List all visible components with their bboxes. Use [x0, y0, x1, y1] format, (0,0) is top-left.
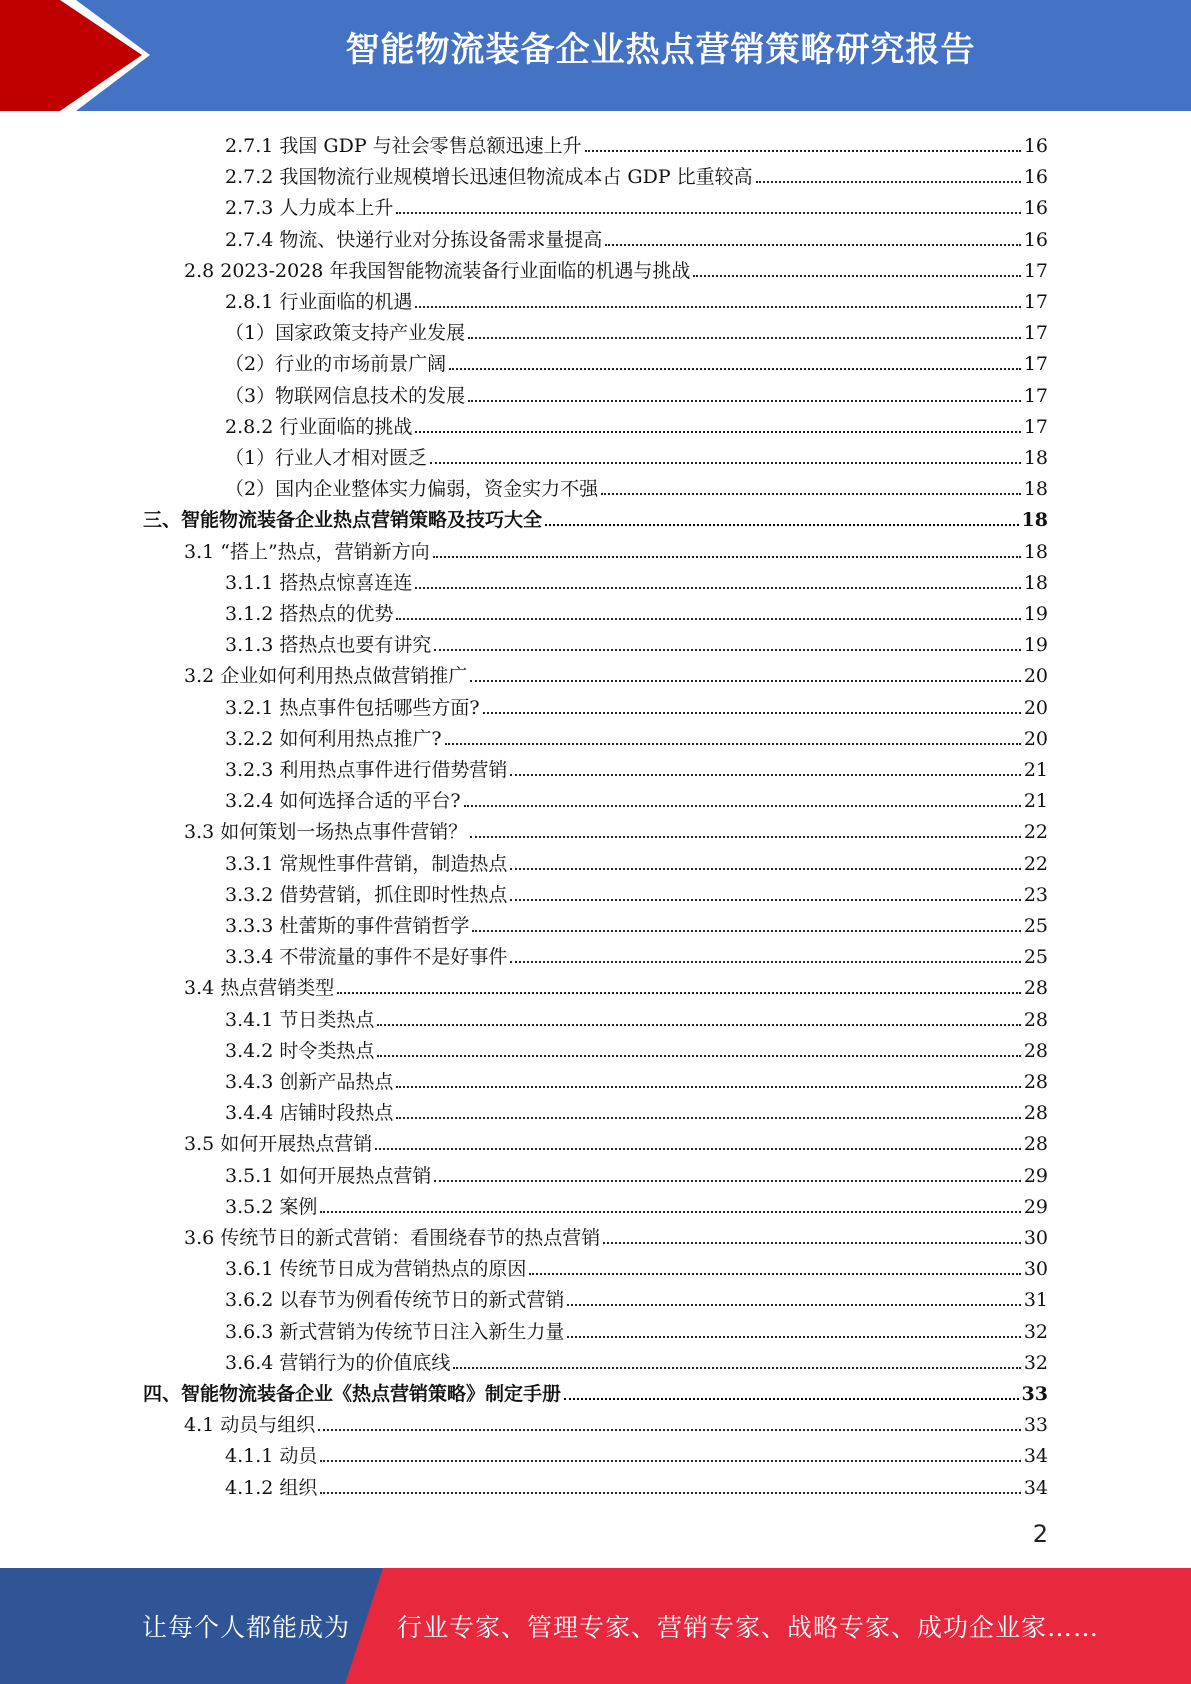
- toc-entry-page: 34: [1023, 1445, 1048, 1468]
- toc-entry-page: 22: [1023, 821, 1048, 844]
- toc-entry-label: 3.6.3 新式营销为传统节日注入新生力量: [225, 1320, 565, 1343]
- toc-dot-leader: [415, 306, 1020, 308]
- toc-entry-label: 3.3.4 不带流量的事件不是好事件: [225, 946, 508, 969]
- toc-entry[interactable]: [184, 968, 1048, 999]
- toc-entry[interactable]: [184, 656, 1048, 687]
- toc-entry[interactable]: [225, 344, 1048, 375]
- toc-entry[interactable]: [225, 625, 1048, 656]
- toc-dot-leader: [585, 150, 1021, 152]
- toc-entry-page: 17: [1023, 322, 1048, 345]
- toc-entry-label: 3.4.2 时令类热点: [225, 1039, 375, 1062]
- toc-entry[interactable]: [184, 1124, 1048, 1155]
- toc-dot-leader: [756, 181, 1021, 183]
- toc-dot-leader: [375, 1148, 1021, 1150]
- toc-entry[interactable]: [225, 844, 1048, 875]
- toc-entry-page: 31: [1023, 1289, 1048, 1312]
- toc-entry-label: 3.2 企业如何利用热点做营销推广: [184, 665, 468, 688]
- toc-dot-leader: [567, 1336, 1020, 1338]
- toc-dot-leader: [320, 1211, 1020, 1213]
- toc-entry-page: 19: [1023, 603, 1048, 625]
- toc-entry[interactable]: [225, 750, 1048, 781]
- toc-dot-leader: [510, 868, 1020, 870]
- toc-entry-page: 17: [1023, 415, 1048, 438]
- footer-roles: 行业专家、管理专家、营销专家、战略专家、成功企业家……: [397, 1613, 1100, 1642]
- toc-dot-leader: [601, 493, 1021, 495]
- toc-dot-leader: [483, 712, 1021, 714]
- toc-entry-page: 32: [1023, 1351, 1048, 1374]
- toc-dot-leader: [415, 587, 1020, 589]
- toc-dot-leader: [396, 212, 1020, 214]
- toc-entry-label: 3.4.1 节日类热点: [225, 1008, 375, 1031]
- toc-entry[interactable]: [225, 1436, 1048, 1467]
- toc-entry[interactable]: [225, 126, 1048, 157]
- toc-entry[interactable]: [184, 532, 1048, 563]
- toc-entry-label: 3.4.3 创新产品热点: [225, 1071, 394, 1093]
- toc-entry-label: 三、智能物流装备企业热点营销策略及技巧大全: [143, 509, 543, 532]
- toc-entry-label: 3.5.2 案例: [225, 1195, 318, 1218]
- header-arrow-decoration: [0, 0, 160, 111]
- footer-slogan: 让每个人都能成为: [142, 1613, 351, 1642]
- toc-entry-label: 3.1.3 搭热点也要有讲究: [225, 634, 432, 657]
- toc-entry-label: 3.2.2 如何利用热点推广?: [225, 727, 442, 750]
- toc-entry-page: 18: [1023, 540, 1048, 563]
- toc-entry[interactable]: [225, 906, 1048, 937]
- toc-entry[interactable]: [225, 1093, 1048, 1124]
- toc-entry-page: 20: [1023, 665, 1048, 688]
- toc-entry[interactable]: [225, 157, 1048, 188]
- toc-entry-page: 32: [1023, 1320, 1048, 1343]
- toc-dot-leader: [433, 556, 1021, 558]
- toc-dot-leader: [693, 275, 1020, 277]
- toc-entry-page: 29: [1023, 1195, 1048, 1218]
- toc-dot-leader: [510, 774, 1020, 776]
- toc-entry[interactable]: [225, 438, 1048, 469]
- toc-entry[interactable]: [225, 1343, 1048, 1374]
- toc-entry-page: 25: [1023, 915, 1048, 937]
- toc-entry-label: 3.3.3 杜蕾斯的事件营销哲学: [225, 915, 470, 937]
- toc-entry-page: 28: [1023, 1133, 1048, 1156]
- toc-entry-page: 28: [1023, 1008, 1048, 1031]
- toc-dot-leader: [453, 1367, 1020, 1369]
- toc-dot-leader: [445, 743, 1021, 745]
- toc-dot-leader: [468, 400, 1021, 402]
- toc-entry-label: （3）物联网信息技术的发展: [225, 384, 466, 407]
- toc-dot-leader: [470, 836, 1021, 838]
- toc-entry-label: 3.1 “搭上”热点，营销新方向: [184, 540, 430, 563]
- toc-entry-page: 19: [1023, 634, 1048, 657]
- toc-entry-page: 34: [1023, 1476, 1048, 1499]
- toc-dot-leader: [510, 899, 1020, 901]
- toc-entry[interactable]: [184, 251, 1048, 282]
- toc-entry-label: 2.8.1 行业面临的机遇: [225, 291, 413, 313]
- toc-entry-label: （2）行业的市场前景广阔: [225, 353, 447, 376]
- toc-entry-label: 3.6.1 传统节日成为营销热点的原因: [225, 1258, 527, 1281]
- toc-dot-leader: [564, 1398, 1019, 1400]
- toc-entry-page: 29: [1023, 1164, 1048, 1187]
- toc-dot-leader: [468, 337, 1021, 339]
- toc-entry[interactable]: [225, 188, 1048, 219]
- toc-dot-leader: [464, 805, 1021, 807]
- toc-dot-leader: [318, 1429, 1021, 1431]
- toc-entry-label: 3.4.4 店铺时段热点: [225, 1102, 394, 1125]
- toc-dot-leader: [377, 1055, 1020, 1057]
- toc-entry-label: 2.7.3 人力成本上升: [225, 197, 394, 220]
- toc-entry-label: （1）行业人才相对匮乏: [225, 447, 428, 469]
- toc-entry-page: 28: [1023, 977, 1048, 1000]
- toc-entry-page: 30: [1023, 1258, 1048, 1281]
- toc-entry-label: 3.6.2 以春节为例看传统节日的新式营销: [225, 1289, 565, 1312]
- toc-dot-leader: [470, 680, 1021, 682]
- toc-entry-label: 3.2.3 利用热点事件进行借势营销: [225, 759, 508, 781]
- toc-dot-leader: [396, 1086, 1020, 1088]
- report-title: 智能物流装备企业热点营销策略研究报告: [345, 30, 976, 70]
- toc-entry-label: 2.7.1 我国 GDP 与社会零售总额迅速上升: [225, 135, 582, 157]
- toc-entry-page: 21: [1023, 790, 1048, 813]
- toc-dot-leader: [377, 1024, 1020, 1026]
- toc-entry[interactable]: [225, 1031, 1048, 1062]
- toc-dot-leader: [396, 1117, 1020, 1119]
- page-number: 2: [1032, 1520, 1048, 1548]
- toc-entry-page: 25: [1023, 946, 1048, 969]
- toc-entry[interactable]: [225, 719, 1048, 750]
- toc-entry-page: 16: [1023, 197, 1048, 220]
- toc-entry-page: 16: [1023, 166, 1048, 189]
- toc-dot-leader: [510, 961, 1020, 963]
- toc-entry-page: 18: [1021, 509, 1048, 532]
- toc-dot-leader: [529, 1273, 1020, 1275]
- toc-dot-leader: [603, 1242, 1021, 1244]
- toc-entry-page: 16: [1023, 228, 1048, 251]
- toc-entry[interactable]: [225, 1468, 1048, 1499]
- toc-entry-page: 33: [1021, 1383, 1048, 1405]
- toc-entry-label: 3.2.1 热点事件包括哪些方面?: [225, 696, 480, 719]
- page-header: [0, 0, 1191, 111]
- toc-entry-label: （2）国内企业整体实力偏弱，资金实力不强: [225, 478, 599, 501]
- toc-entry-label: 4.1 动员与组织: [184, 1414, 316, 1437]
- toc-entry[interactable]: [184, 1405, 1048, 1436]
- toc-dot-leader: [434, 1180, 1020, 1182]
- toc-entry-label: 3.5.1 如何开展热点营销: [225, 1164, 432, 1187]
- toc-dot-leader: [605, 244, 1020, 246]
- toc-entry-page: 21: [1023, 759, 1048, 781]
- toc-entry[interactable]: [225, 220, 1048, 251]
- toc-entry[interactable]: [225, 875, 1048, 906]
- toc-entry-page: 33: [1023, 1414, 1048, 1437]
- toc-entry[interactable]: [225, 563, 1048, 594]
- toc-entry-page: 17: [1023, 259, 1048, 282]
- toc-entry-label: 3.6.4 营销行为的价值底线: [225, 1351, 451, 1374]
- toc-entry-label: 4.1.2 组织: [225, 1476, 318, 1499]
- toc-entry[interactable]: [225, 1280, 1048, 1311]
- toc-entry-label: 3.3.1 常规性事件营销，制造热点: [225, 852, 508, 875]
- toc-entry-page: 20: [1023, 727, 1048, 750]
- toc-entry-page: 28: [1023, 1102, 1048, 1125]
- toc-entry[interactable]: [143, 1374, 1048, 1405]
- toc-entry-page: 30: [1023, 1227, 1048, 1249]
- toc-entry[interactable]: [225, 937, 1048, 968]
- toc-dot-leader: [434, 649, 1020, 651]
- toc-entry-page: 22: [1023, 852, 1048, 875]
- toc-dot-leader: [337, 992, 1021, 994]
- toc-entry[interactable]: [225, 594, 1048, 625]
- toc-entry[interactable]: [225, 1187, 1048, 1218]
- toc-entry-label: 3.5 如何开展热点营销: [184, 1133, 373, 1156]
- toc-entry[interactable]: [225, 1062, 1048, 1093]
- toc-dot-leader: [567, 1304, 1020, 1306]
- toc-entry-label: 2.8.2 行业面临的挑战: [225, 415, 413, 438]
- toc-dot-leader: [430, 462, 1021, 464]
- toc-dot-leader: [449, 368, 1021, 370]
- toc-dot-leader: [396, 618, 1020, 620]
- toc-entry-page: 18: [1023, 478, 1048, 501]
- toc-entry-label: 2.7.4 物流、快递行业对分拣设备需求量提高: [225, 228, 603, 251]
- toc-entry-page: 17: [1023, 291, 1048, 313]
- toc-entry-page: 16: [1023, 135, 1048, 157]
- toc-entry-label: 3.1.2 搭热点的优势: [225, 603, 394, 625]
- toc-entry-page: 20: [1023, 696, 1048, 719]
- toc-dot-leader: [415, 431, 1020, 433]
- toc-entry-label: 2.7.2 我国物流行业规模增长迅速但物流成本占 GDP 比重较高: [225, 166, 753, 189]
- toc-entry[interactable]: [225, 688, 1048, 719]
- toc-entry[interactable]: [225, 1000, 1048, 1031]
- toc-entry-page: 17: [1023, 384, 1048, 407]
- toc-entry-label: 4.1.1 动员: [225, 1445, 318, 1468]
- toc-dot-leader: [545, 524, 1019, 526]
- toc-dot-leader: [320, 1460, 1020, 1462]
- toc-entry[interactable]: [225, 282, 1048, 313]
- toc-entry[interactable]: [225, 1156, 1048, 1187]
- toc-entry-label: 四、智能物流装备企业《热点营销策略》制定手册: [143, 1383, 562, 1405]
- toc-entry[interactable]: [225, 313, 1048, 344]
- toc-entry-page: 23: [1023, 883, 1048, 906]
- toc-dot-leader: [472, 930, 1020, 932]
- toc-entry-page: 28: [1023, 1071, 1048, 1093]
- toc-entry-page: 18: [1023, 571, 1048, 594]
- toc-entry-label: 3.2.4 如何选择合适的平台?: [225, 790, 461, 813]
- toc-entry-page: 17: [1023, 353, 1048, 376]
- toc-entry[interactable]: [143, 500, 1048, 531]
- toc-entry[interactable]: [225, 407, 1048, 438]
- toc-entry-page: 18: [1023, 447, 1048, 469]
- page-footer: [0, 1568, 1191, 1684]
- toc-entry[interactable]: [184, 812, 1048, 843]
- toc-entry[interactable]: [225, 781, 1048, 812]
- toc-entry[interactable]: [225, 1312, 1048, 1343]
- toc-entry[interactable]: [184, 1218, 1048, 1249]
- toc-entry-label: 3.3.2 借势营销，抓住即时性热点: [225, 883, 508, 906]
- toc-entry-label: 3.3 如何策划一场热点事件营销？: [184, 821, 468, 844]
- toc-entry-label: （1）国家政策支持产业发展: [225, 322, 466, 345]
- toc-entry[interactable]: [225, 376, 1048, 407]
- toc-entry-page: 28: [1023, 1039, 1048, 1062]
- toc-entry-label: 3.1.1 搭热点惊喜连连: [225, 571, 413, 594]
- toc-entry-label: 2.8 2023-2028 年我国智能物流装备行业面临的机遇与挑战: [184, 259, 691, 282]
- toc-entry-label: 3.4 热点营销类型: [184, 977, 335, 1000]
- toc-entry-label: 3.6 传统节日的新式营销：看围绕春节的热点营销: [184, 1227, 601, 1249]
- toc-entry[interactable]: [225, 1249, 1048, 1280]
- toc-dot-leader: [320, 1492, 1020, 1494]
- toc-entry[interactable]: [225, 469, 1048, 500]
